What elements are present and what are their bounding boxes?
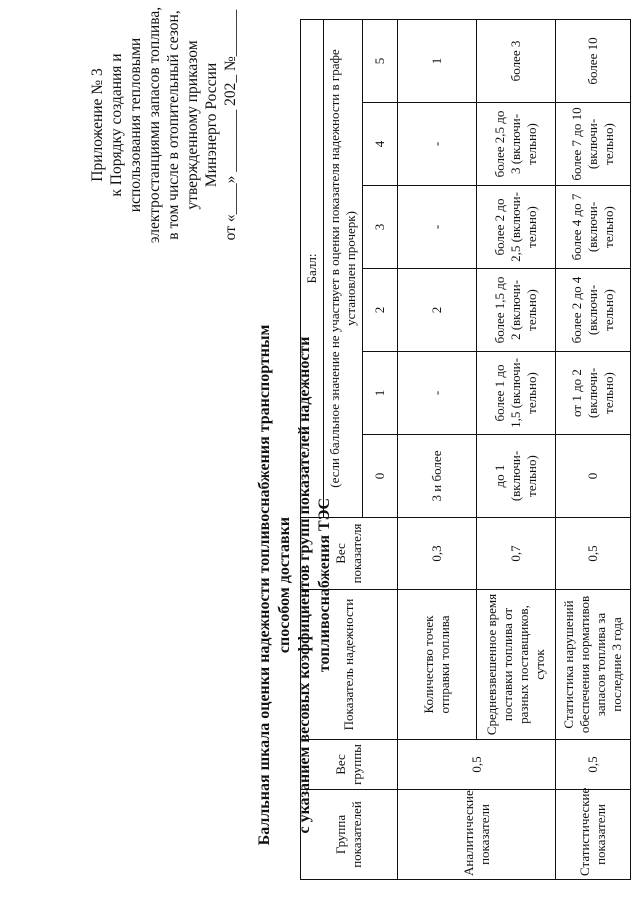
score-cell: - [398,352,477,435]
header-group: Группа показателей [301,790,398,880]
header-indicator: Показатель надежности [301,590,398,740]
group-weight: 0,5 [398,740,556,790]
group-name: Статистические показатели [556,790,631,880]
score-cell: от 1 до 2 (включи-тельно) [556,352,631,435]
score-cell: - [398,103,477,186]
indicator-weight: 0,7 [477,518,556,590]
group-weight: 0,5 [556,740,631,790]
score-cell: 1 [398,20,477,103]
appendix-block [88,0,240,255]
score-cell: более 7 до 10 (включи-тельно) [556,103,631,186]
score-cell: более 2,5 до 3 (включи-тельно) [477,103,556,186]
title-line-2: с указанием весовых коэффициентов групп показателей надежности топливоснабжения ТЭС [296,336,333,834]
reliability-score-table [300,19,631,880]
score-col-4: 4 [363,103,398,186]
score-cell: более 2 до 2,5 (включи-тельно) [477,186,556,269]
appendix-line: Приложение № 3 [89,68,106,182]
header-indicator-weight: Вес показателя [301,518,398,590]
appendix-line: в том числе в отопительный сезон, [165,10,182,240]
score-cell: 3 и более [398,435,477,518]
score-cell: до 1 (включи-тельно) [477,435,556,518]
indicator-name: Количество точек отправки топлива [398,590,477,740]
table-row [398,20,477,880]
group-name: Аналитические показатели [398,790,556,880]
score-cell: более 3 [477,20,556,103]
table-row [556,20,631,880]
indicator-weight: 0,3 [398,518,477,590]
score-cell: 2 [398,269,477,352]
header-score: Балл: [301,20,324,518]
score-cell: более 4 до 7 (включи-тельно) [556,186,631,269]
indicator-weight: 0,5 [556,518,631,590]
appendix-line: утвержденному приказом [184,40,201,210]
score-cell: более 1 до 1,5 (включи-тельно) [477,352,556,435]
appendix-line: электростанциями запасов топлива, [146,6,163,244]
score-cell: более 10 [556,20,631,103]
score-col-1: 1 [363,352,398,435]
score-col-0: 0 [363,435,398,518]
score-cell: 0 [556,435,631,518]
score-cell: более 2 до 4 (включи-тельно) [556,269,631,352]
title-line-1: Балльная шкала оценки надежности топливоснабжения транспортным способом доставки [256,324,293,846]
indicator-name: Статистика нарушений обеспечения нормативов запасов топлива за последние 3 года [556,590,631,740]
header-group-weight: Вес группы [301,740,398,790]
appendix-date-line: от «____» ________ 202_ №______ [222,9,239,241]
score-cell: более 1,5 до 2 (включи-тельно) [477,269,556,352]
score-col-3: 3 [363,186,398,269]
score-col-2: 2 [363,269,398,352]
score-cell: - [398,186,477,269]
appendix-line: Минэнерго России [203,62,220,188]
appendix-line: использования тепловыми [127,37,144,213]
indicator-name: Средневзвешенное время поставки топлива от разных поставщиков, суток [477,590,556,740]
appendix-line: к Порядку создания и [108,53,125,197]
score-col-5: 5 [363,20,398,103]
header-score-note: (если балльное значение не участвует в оценки показателя надежности в графе установлен прочерк) [324,20,363,518]
